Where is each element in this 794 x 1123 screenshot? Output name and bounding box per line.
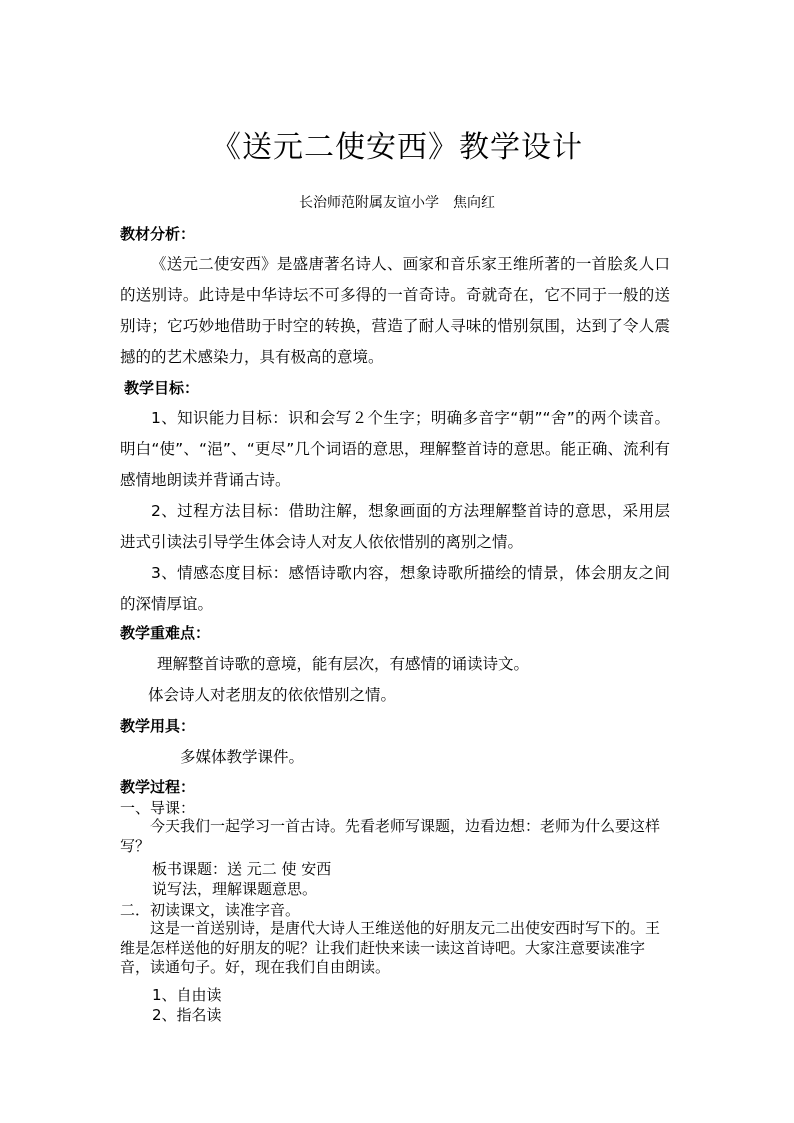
board-title: 板书课题：送 元二 使 安西	[152, 860, 332, 878]
read-step-1: 1、自由读	[152, 986, 222, 1004]
step2-text: 这是一首送别诗，是唐代大诗人王维送他的好朋友元二出使安西时写下的。王维是怎样送他的好朋友的呢？让我们赶快来读一读这首诗吧。大家注意要读准字音，读通句子。好，现在我们自由朗读。	[120, 919, 661, 976]
difficulty-line-2: 体会诗人对老朋友的依依惜别之情。	[148, 686, 397, 704]
step1-text: 今天我们一起学习一首古诗。先看老师写课题，边看边想：老师为什么要这样写？	[120, 817, 661, 855]
goal-item-2: 2、过程方法目标：借助注解，想象画面的方法理解整首诗的意思，采用层进式引读法引导学生体会诗人对友人依依惜别的离别之情。	[120, 502, 670, 551]
difficulty-line-1: 理解整首诗歌的意境，能有层次，有感情的诵读诗文。	[157, 655, 530, 673]
goal-item-3: 3、情感态度目标：感悟诗歌内容，想象诗歌所描绘的情景，体会朋友之间的深情厚谊。	[120, 564, 670, 613]
document-title: 《送元二使安西》教学设计	[211, 130, 583, 165]
author-line: 长治师范附属友谊小学 焦向红	[299, 195, 495, 211]
heading-process: 教学过程：	[120, 778, 196, 796]
explain-text: 说写法，理解课题意思。	[152, 880, 318, 898]
analysis-paragraph: 《送元二使安西》是盛唐著名诗人、画家和音乐家王维所著的一首脍炙人口的送别诗。此诗是中华诗坛不可多得的一首奇诗。奇就奇在，它不同于一般的送别诗；它巧妙地借助于时空的转换，营造了耐人寻味的惜别氛围，达到了令人震撼的的艺术感染力，具有极高的意境。	[120, 255, 670, 366]
heading-tools: 教学用具：	[120, 717, 196, 735]
step2-title: 二．初读课文，读准字音。	[120, 901, 301, 919]
heading-analysis: 教材分析：	[120, 225, 196, 243]
heading-difficulties: 教学重难点：	[120, 624, 211, 642]
tools-text: 多媒体教学课件。	[180, 748, 305, 766]
step1-title: 一、导课：	[120, 799, 196, 817]
heading-goals: 教学目标：	[124, 379, 200, 397]
read-step-2: 2、指名读	[152, 1006, 222, 1024]
goal-item-1: 1、知识能力目标：识和会写２个生字；明确多音字“朝”“舍”的两个读音。明白“使”、“浥”、“更尽”几个词语的意思，理解整首诗的意思。能正确、流利有感情地朗读并背诵古诗。	[120, 409, 670, 489]
